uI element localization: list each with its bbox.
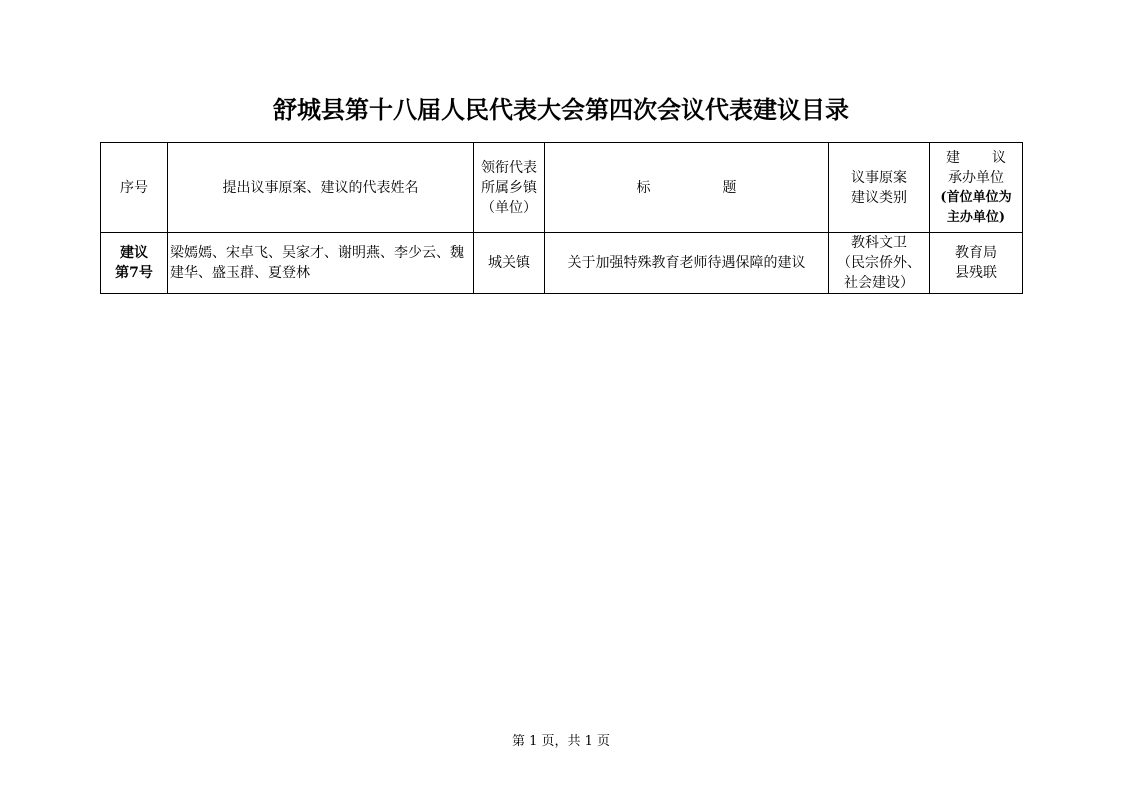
proposal-table: [100, 142, 1023, 294]
header-handler-a: 建: [946, 149, 960, 166]
header-subject-b: 题: [722, 179, 737, 196]
header-seq: 序号: [101, 143, 168, 233]
header-handler-b: 议: [992, 149, 1006, 166]
header-category-line2: 建议类别: [851, 189, 907, 206]
header-category: [829, 143, 930, 233]
header-subject-a: 标: [636, 179, 651, 196]
row-category: [829, 233, 930, 294]
document-title: 舒城县第十八届人民代表大会第四次会议代表建议目录: [273, 95, 849, 124]
header-category-line1: 议事原案: [851, 169, 907, 186]
header-town-line1: 领衔代表: [481, 159, 537, 176]
row-town: 城关镇: [474, 233, 545, 294]
row-category-line1: 教科文卫: [851, 235, 907, 251]
header-handler-line2: 承办单位: [948, 169, 1004, 186]
header-town: [474, 143, 545, 233]
header-town-line2: 所属乡镇: [481, 179, 537, 196]
header-handler-line4: 主办单位): [946, 209, 1006, 225]
row-handler: [930, 233, 1023, 294]
table-row: [101, 233, 1023, 294]
row-seq: [101, 233, 168, 294]
page-footer: 第 1 页，共 1 页: [511, 734, 611, 749]
row-handler-line1: 教育局: [955, 245, 997, 261]
row-seq-line1: 建议: [120, 245, 148, 261]
row-seq-line2: 第7号: [115, 265, 153, 281]
row-names: 梁嫣嫣、宋卓飞、吴家才、谢明燕、李少云、魏建华、盛玉群、夏登林: [168, 233, 474, 294]
header-town-line3: （单位）: [481, 199, 537, 216]
header-handler-line1: [932, 148, 1020, 168]
header-subject: [545, 143, 829, 233]
header-handler: [930, 143, 1023, 233]
header-handler-line3: (首位单位为: [940, 189, 1012, 205]
table-header-row: [101, 143, 1023, 233]
row-category-line2: （民宗侨外、: [837, 255, 921, 271]
row-subject: 关于加强特殊教育老师待遇保障的建议: [545, 233, 829, 294]
row-handler-line2: 县残联: [955, 265, 997, 281]
row-category-line3: 社会建设）: [844, 275, 914, 291]
header-names: 提出议事原案、建议的代表姓名: [168, 143, 474, 233]
